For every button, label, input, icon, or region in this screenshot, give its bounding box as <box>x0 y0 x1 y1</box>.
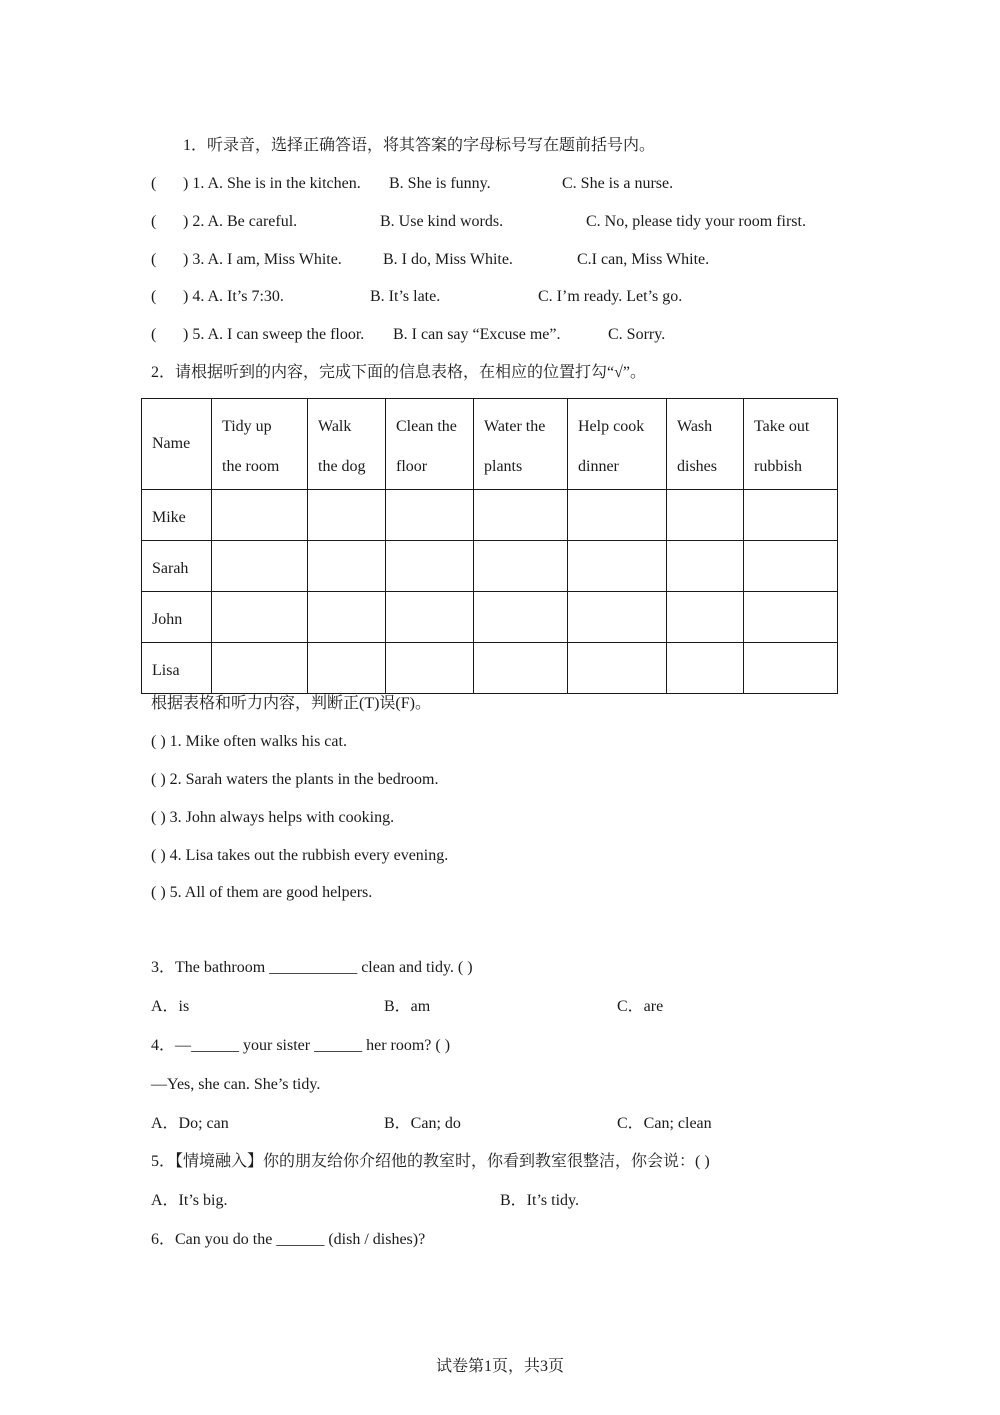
q1-item-3-option-b: B. I do, Miss White. <box>383 251 513 268</box>
table-row <box>142 490 838 541</box>
q1-item-5-option-b: B. I can say “Excuse me”. <box>393 326 561 343</box>
q1-title: 1．听录音，选择正确答语，将其答案的字母标号写在题前括号内。 <box>183 137 656 154</box>
header-walk-dog: Walk the dog <box>308 399 386 490</box>
header-name: Name <box>142 399 212 490</box>
check-cell[interactable] <box>744 643 838 694</box>
tf-item[interactable]: ( ) 2. Sarah waters the plants in the bedroom. <box>151 771 439 788</box>
q3-option-c[interactable]: C．are <box>617 998 664 1015</box>
q1-item-5-option-c: C. Sorry. <box>608 326 666 343</box>
check-cell[interactable] <box>568 643 667 694</box>
header-water-plants: Water the plants <box>474 399 568 490</box>
check-cell[interactable] <box>212 592 308 643</box>
q3-option-a[interactable]: A．is <box>151 998 190 1015</box>
q1-item-4-option-b: B. It’s late. <box>370 288 441 305</box>
q1-item-3-option-a: ) 3. A. I am, Miss White. <box>183 251 342 268</box>
q2-title: 2．请根据听到的内容，完成下面的信息表格，在相应的位置打勾“√”。 <box>151 364 646 381</box>
check-cell[interactable] <box>568 592 667 643</box>
check-cell[interactable] <box>386 490 474 541</box>
q1-item-4-option-a: ) 4. A. It’s 7:30. <box>183 288 284 305</box>
q1-item-1-option-c: C. She is a nurse. <box>562 175 674 192</box>
check-cell[interactable] <box>386 541 474 592</box>
check-cell[interactable] <box>212 490 308 541</box>
check-cell[interactable] <box>212 643 308 694</box>
check-cell[interactable] <box>744 592 838 643</box>
page-footer: 试卷第1页，共3页 <box>435 1358 564 1375</box>
header-tidy-up: Tidy up the room <box>212 399 308 490</box>
q4-option-b[interactable]: B．Can; do <box>384 1115 461 1132</box>
q1-item-4-option-c: C. I’m ready. Let’s go. <box>538 288 683 305</box>
header-clean-floor: Clean the floor <box>386 399 474 490</box>
answer-bracket[interactable]: ( <box>151 213 157 230</box>
q4-option-a[interactable]: A．Do; can <box>151 1115 229 1132</box>
q1-item-1-option-a: ) 1. A. She is in the kitchen. <box>183 175 361 192</box>
q1-item-1-option-b: B. She is funny. <box>389 175 491 192</box>
table-header-row <box>142 399 838 490</box>
check-cell[interactable] <box>308 643 386 694</box>
answer-bracket[interactable]: ( <box>151 288 157 305</box>
tf-item[interactable]: ( ) 1. Mike often walks his cat. <box>151 733 347 750</box>
q6-stem: 6．Can you do the ______ (dish / dishes)? <box>151 1231 426 1248</box>
check-cell[interactable] <box>308 490 386 541</box>
q1-item-2-option-c: C. No, please tidy your room first. <box>586 213 806 230</box>
check-cell[interactable] <box>744 490 838 541</box>
answer-bracket[interactable]: ( <box>151 251 157 268</box>
q4-reply: —Yes, she can. She’s tidy. <box>151 1076 321 1093</box>
check-cell[interactable] <box>667 643 744 694</box>
table-row <box>142 643 838 694</box>
check-cell[interactable] <box>386 592 474 643</box>
table-row <box>142 541 838 592</box>
check-cell[interactable] <box>568 490 667 541</box>
q1-item-2-option-a: ) 2. A. Be careful. <box>183 213 298 230</box>
check-cell[interactable] <box>386 643 474 694</box>
check-cell[interactable] <box>212 541 308 592</box>
check-cell[interactable] <box>474 490 568 541</box>
q1-item-5-option-a: ) 5. A. I can sweep the floor. <box>183 326 365 343</box>
tf-item[interactable]: ( ) 4. Lisa takes out the rubbish every evening. <box>151 847 449 864</box>
tf-title: 根据表格和听力内容，判断正(T)误(F)。 <box>151 695 431 712</box>
check-cell[interactable] <box>667 592 744 643</box>
q5-stem: 5．【情境融入】你的朋友给你介绍他的教室时，你看到教室很整洁，你会说：( ) <box>151 1153 710 1170</box>
header-take-out-rubbish: Take out rubbish <box>744 399 838 490</box>
check-cell[interactable] <box>744 541 838 592</box>
row-name: Sarah <box>142 541 212 592</box>
q5-option-a[interactable]: A．It’s big. <box>151 1192 228 1209</box>
q5-option-b[interactable]: B．It’s tidy. <box>500 1192 579 1209</box>
q4-option-c[interactable]: C．Can; clean <box>617 1115 712 1132</box>
q4-stem: 4．—______ your sister ______ her room? ( ) <box>151 1037 451 1054</box>
row-name: Lisa <box>142 643 212 694</box>
check-cell[interactable] <box>667 541 744 592</box>
check-cell[interactable] <box>474 541 568 592</box>
check-cell[interactable] <box>308 541 386 592</box>
answer-bracket[interactable]: ( <box>151 326 157 343</box>
q3-stem: 3．The bathroom ___________ clean and tidy. ( ) <box>151 959 473 976</box>
tf-item[interactable]: ( ) 3. John always helps with cooking. <box>151 809 395 826</box>
row-name: John <box>142 592 212 643</box>
header-help-cook: Help cook dinner <box>568 399 667 490</box>
check-cell[interactable] <box>308 592 386 643</box>
row-name: Mike <box>142 490 212 541</box>
table-row <box>142 592 838 643</box>
check-cell[interactable] <box>568 541 667 592</box>
q1-item-3-option-c: C.I can, Miss White. <box>577 251 710 268</box>
tf-item[interactable]: ( ) 5. All of them are good helpers. <box>151 884 373 901</box>
chores-table <box>141 398 838 694</box>
header-wash-dishes: Wash dishes <box>667 399 744 490</box>
q1-item-2-option-b: B. Use kind words. <box>380 213 504 230</box>
check-cell[interactable] <box>667 490 744 541</box>
answer-bracket[interactable]: ( <box>151 175 157 192</box>
check-cell[interactable] <box>474 643 568 694</box>
q3-option-b[interactable]: B．am <box>384 998 431 1015</box>
check-cell[interactable] <box>474 592 568 643</box>
